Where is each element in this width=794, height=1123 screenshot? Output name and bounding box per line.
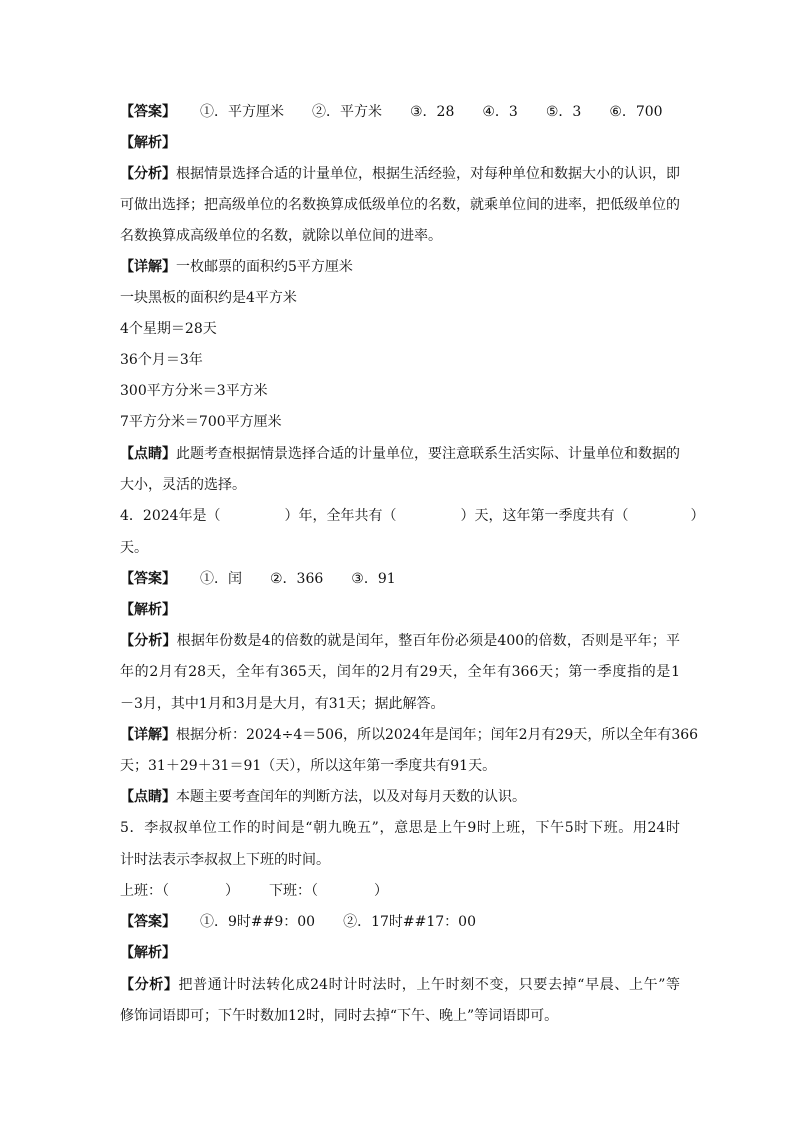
q5-close-2: ）	[374, 883, 388, 899]
q5-xiaban-label: 下班：（	[269, 883, 318, 899]
q3-xiangjie-line-4: 36个月＝3年	[120, 352, 203, 368]
q5-close-1: ）	[225, 883, 239, 899]
q3-dianjing-line-2: 大小，灵活的选择。	[120, 477, 246, 493]
q4-fenxi-line-1	[120, 631, 680, 651]
q3-xiangjie-line-2: 一块黑板的面积约是4平方米	[120, 290, 297, 306]
q4-answer-3: ③．91	[351, 571, 396, 587]
q3-answer-4: ④．3	[482, 104, 518, 120]
analysis-tag: 【解析】	[120, 602, 176, 618]
q4-question-line-1	[120, 506, 705, 526]
q4-question-part-4: ）	[690, 508, 705, 524]
q4-question-part-1: 4．2024年是（	[120, 508, 221, 524]
q3-xiangjie-text-1: 一枚邮票的面积约5平方厘米	[176, 259, 353, 275]
q5-shangban-label: 上班：（	[120, 883, 169, 899]
dianjing-tag: 【点睛】	[120, 446, 176, 462]
q3-xiangjie-line-3: 4个星期＝28天	[120, 321, 217, 337]
fenxi-tag: 【分析】	[120, 977, 179, 993]
q3-xiangjie-line-1	[120, 257, 680, 277]
q4-question-part-3: ）天，这年第一季度共有（	[460, 508, 629, 524]
q4-fenxi-line-3: －3月，其中1月和3月是大月，有31天；据此解答。	[120, 696, 445, 712]
q4-answer-row	[120, 569, 680, 589]
q3-fenxi-text-1: 根据情景选择合适的计量单位，根据生活经验，对每种单位和数据大小的认识，即	[176, 166, 680, 182]
q4-question-line-2: 天。	[120, 540, 148, 556]
q4-xiangjie-line-2: 天；31＋29＋31＝91（天），所以这年第一季度共有91天。	[120, 758, 497, 774]
q3-analysis-heading	[120, 133, 680, 153]
analysis-tag: 【解析】	[120, 135, 176, 151]
q3-answer-row	[120, 102, 680, 122]
q5-answer-row	[120, 912, 680, 932]
q5-question-line-2: 计时法表示李叔叔上下班的时间。	[120, 852, 330, 868]
q5-blank-row	[120, 881, 680, 901]
q3-fenxi-line-1	[120, 164, 680, 184]
q3-answer-3: ③．28	[410, 104, 455, 120]
q3-answer-5: ⑤．3	[545, 104, 582, 120]
q4-xiangjie-text-1: 根据分析：2024÷4＝506，所以2024年是闰年；闰年2月有29天，所以全年有366	[176, 727, 699, 743]
q4-dianjing-line-1	[120, 787, 680, 807]
answer-tag: 【答案】	[120, 104, 176, 120]
q5-question-line-1: 5．李叔叔单位工作的时间是“朝九晚五”，意思是上午9时上班，下午5时下班。用24时	[120, 820, 680, 836]
q4-analysis-heading	[120, 600, 680, 620]
q3-answer-2: ②．平方米	[312, 104, 382, 120]
q4-xiangjie-line-1	[120, 725, 699, 745]
q5-answer-2: ②．17时##17：00	[343, 914, 476, 930]
q4-fenxi-text-1: 根据年份数是4的倍数的就是闰年，整百年份必须是400的倍数，否则是平年；平	[176, 633, 680, 649]
q3-xiangjie-line-6: 7平方分米＝700平方厘米	[120, 414, 282, 430]
q3-dianjing-line-1	[120, 444, 680, 464]
dianjing-tag: 【点睛】	[120, 789, 176, 805]
q5-answer-1: ①．9时##9：00	[200, 914, 316, 930]
answer-tag: 【答案】	[120, 914, 176, 930]
xiangjie-tag: 【详解】	[120, 259, 176, 275]
q4-dianjing-text-1: 本题主要考查闰年的判断方法，以及对每月天数的认识。	[176, 789, 526, 805]
q3-answer-6: ⑥．700	[609, 104, 663, 120]
q3-fenxi-line-3: 名数换算成高级单位的名数，就除以单位间的进率。	[120, 228, 442, 244]
q4-answer-1: ①．闰	[200, 571, 242, 587]
q5-analysis-heading	[120, 943, 680, 963]
q3-answer-1: ①．平方厘米	[200, 104, 284, 120]
q4-answer-2: ②．366	[270, 571, 324, 587]
q5-fenxi-line-1	[120, 975, 680, 995]
q3-dianjing-text-1: 此题考查根据情景选择合适的计量单位，要注意联系生活实际、计量单位和数据的	[176, 446, 680, 462]
q4-fenxi-line-2: 年的2月有28天，全年有365天，闰年的2月有29天，全年有366天；第一季度指的是1	[120, 664, 680, 680]
q3-xiangjie-line-5: 300平方分米＝3平方米	[120, 383, 268, 399]
q3-fenxi-line-2: 可做出选择；把高级单位的名数换算成低级单位的名数，就乘单位间的进率，把低级单位的	[120, 197, 680, 213]
xiangjie-tag: 【详解】	[120, 727, 176, 743]
fenxi-tag: 【分析】	[120, 166, 176, 182]
fenxi-tag: 【分析】	[120, 633, 177, 649]
q5-fenxi-text-1: 把普通计时法转化成24时计时法时，上午时刻不变，只要去掉“早晨、上午”等	[178, 977, 680, 993]
analysis-tag: 【解析】	[120, 945, 176, 961]
q4-question-part-2: ）年，全年共有（	[284, 508, 397, 524]
q5-fenxi-line-2: 修饰词语即可；下午时数加12时，同时去掉“下午、晚上”等词语即可。	[120, 1008, 559, 1024]
answer-tag: 【答案】	[120, 571, 176, 587]
